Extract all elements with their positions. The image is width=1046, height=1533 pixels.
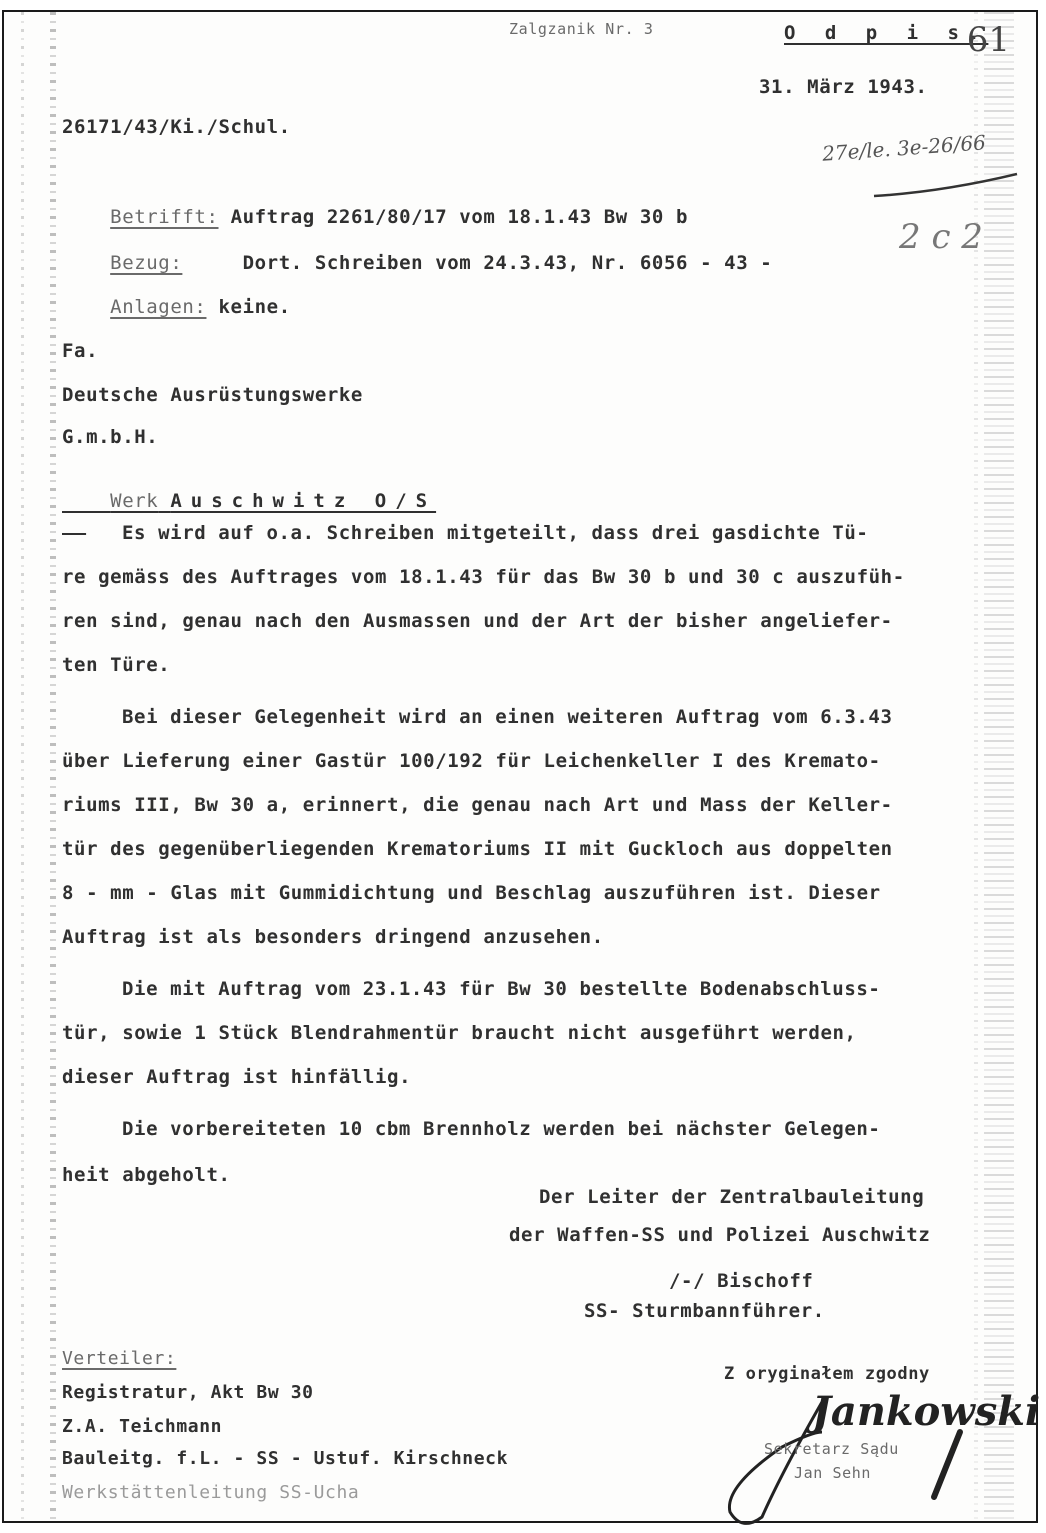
recipient-werk: Werk xyxy=(110,490,159,512)
subject-value: Auftrag 2261/80/17 vom 18.1.43 Bw 30 b xyxy=(230,206,689,228)
certification-stamp-line-3: Jan Sehn xyxy=(794,1464,872,1482)
binding-edge xyxy=(21,12,24,1521)
body-p2-line-1: Bei dieser Gelegenheit wird an einen weiteren Auftrag vom 6.3.43 xyxy=(122,706,893,728)
certification-signature: Jankowski xyxy=(812,1388,1041,1435)
distribution-item: Werkstättenleitung SS-Ucha xyxy=(62,1482,360,1503)
certification-stamp-line-2: Sekretarz Sądu xyxy=(764,1440,899,1458)
signature-loop-stroke xyxy=(722,1392,972,1532)
attachments-row xyxy=(62,274,291,340)
body-p1-line-4: ten Türe. xyxy=(62,654,171,676)
reference-number: 26171/43/Ki./Schul. xyxy=(62,116,291,138)
attachments-label: Anlagen: xyxy=(110,296,207,318)
body-p2-line-5: 8 - mm - Glas mit Gummidichtung und Beschlag auszuführen ist. Dieser xyxy=(62,882,881,904)
signature-name: /-/ Bischoff xyxy=(669,1270,814,1292)
handwritten-mark: 2 c 2 xyxy=(899,217,983,257)
body-p2-line-6: Auftrag ist als besonders dringend anzusehen. xyxy=(62,926,604,948)
recipient-line-2: Deutsche Ausrüstungswerke xyxy=(62,384,363,406)
recipient-place: Auschwitz O/S xyxy=(170,490,437,512)
attachments-value: keine. xyxy=(218,296,291,318)
handwritten-stroke xyxy=(872,172,1022,202)
signature-title-2: der Waffen-SS und Polizei Auschwitz xyxy=(509,1224,931,1246)
body-p2-line-4: tür des gegenüberliegenden Krematoriums II mit Guckloch aus doppelten xyxy=(62,838,893,860)
subject-label: Betrifft: xyxy=(110,206,219,228)
certification-stamp-line-1: Z oryginałem zgodny xyxy=(724,1364,930,1384)
body-p3-line-1: Die mit Auftrag vom 23.1.43 für Bw 30 bestellte Bodenabschluss- xyxy=(122,978,881,1000)
body-p2-line-3: riums III, Bw 30 a, erinnert, die genau nach Art und Mass der Keller- xyxy=(62,794,893,816)
distribution-item: Bauleitg. f.L. - SS - Ustuf. Kirschneck xyxy=(62,1448,509,1469)
copy-label: O d p i s. xyxy=(784,22,989,44)
body-p4-line-2: heit abgeholt. xyxy=(62,1164,231,1186)
distribution-label: Verteiler: xyxy=(62,1348,177,1369)
archive-note: Zalgzanik Nr. 3 xyxy=(509,20,654,38)
body-p4-line-1: Die vorbereiteten 10 cbm Brennholz werden bei nächster Gelegen- xyxy=(122,1118,881,1140)
body-p1-line-3: ren sind, genau nach den Ausmassen und der Art der bisher angeliefer- xyxy=(62,610,893,632)
document-page xyxy=(2,10,1041,1523)
signature-title-1: Der Leiter der Zentralbauleitung xyxy=(539,1186,925,1208)
binding-edge xyxy=(50,12,56,1521)
distribution-item: Registratur, Akt Bw 30 xyxy=(62,1382,314,1403)
body-p1-line-1: Es wird auf o.a. Schreiben mitgeteilt, dass drei gasdichte Tü- xyxy=(122,522,869,544)
signature-rank: SS- Sturmbannführer. xyxy=(584,1300,825,1322)
body-p3-line-2: tür, sowie 1 Stück Blendrahmentür braucht nicht ausgeführt werden, xyxy=(62,1022,857,1044)
body-p3-line-3: dieser Auftrag ist hinfällig. xyxy=(62,1066,412,1088)
scan-noise xyxy=(984,12,1014,1521)
reference-label: Bezug: xyxy=(110,252,183,274)
reference-value: Dort. Schreiben vom 24.3.43, Nr. 6056 - 43 - xyxy=(242,252,773,274)
distribution-item: Z.A. Teichmann xyxy=(62,1416,223,1437)
body-p2-line-2: über Lieferung einer Gastür 100/192 für Leichenkeller I des Kremato- xyxy=(62,750,881,772)
handwritten-reference: 27e/le. 3e-26/66 xyxy=(821,130,987,166)
recipient-line-3: G.m.b.H. xyxy=(62,426,159,448)
folio-number: 61 xyxy=(966,20,1010,60)
document-date: 31. März 1943. xyxy=(759,76,928,98)
body-p1-line-2: re gemäss des Auftrages vom 18.1.43 für das Bw 30 b und 30 c auszufüh- xyxy=(62,566,905,588)
recipient-line-1: Fa. xyxy=(62,340,99,362)
